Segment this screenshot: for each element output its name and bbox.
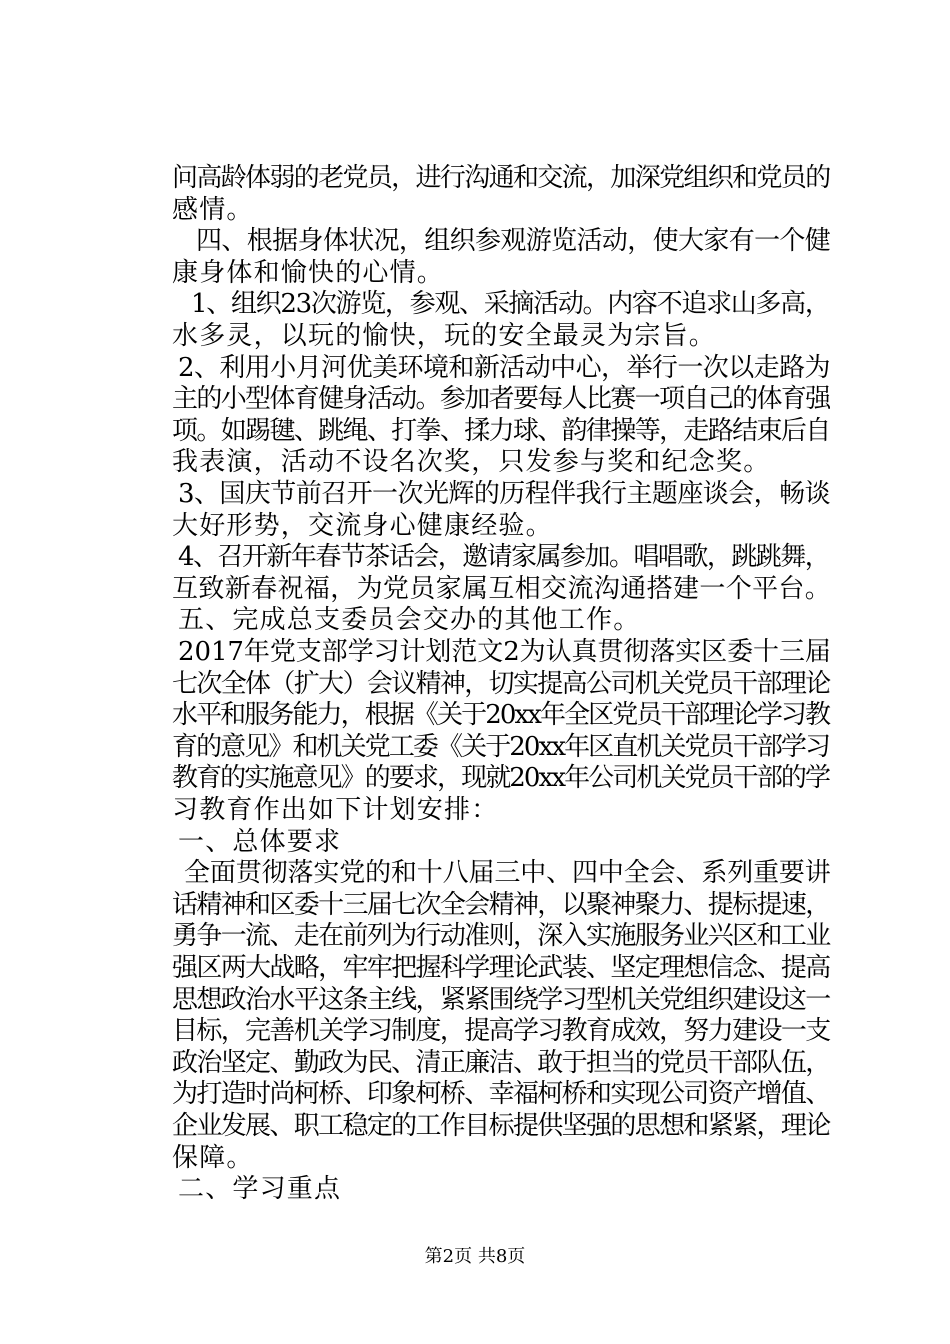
text-line: 水平和服务能力，根据《关于20xx年全区党员干部理论学习教 (172, 700, 830, 731)
text-line: 为打造时尚柯桥、印象柯桥、幸福柯桥和实现公司资产增值、 (172, 1079, 830, 1110)
text-line: 二、学习重点 (178, 1174, 342, 1205)
text-line: 育的意见》和机关党工委《关于20xx年区直机关党员干部学习 (172, 731, 830, 762)
text-line: 勇争一流、走在前列为行动准则，深入实施服务业兴区和工业 (172, 921, 830, 952)
text-line: 大好形势，交流身心健康经验。 (172, 510, 553, 541)
text-line: 一、总体要求 (178, 826, 342, 857)
text-line: 4、召开新年春节茶话会，邀请家属参加。唱唱歌，跳跳舞， (178, 542, 830, 573)
text-line: 1、组织23次游览，参观、采摘活动。内容不追求山多高， (191, 289, 830, 320)
text-line: 五、完成总支委员会交办的其他工作。 (178, 605, 641, 636)
text-line: 主的小型体育健身活动。参加者要每人比赛一项自己的体育强 (172, 384, 830, 415)
text-line: 项。如踢毽、跳绳、打拳、揉力球、韵律操等，走路结束后自 (172, 415, 830, 446)
text-line: 康身体和愉快的心情。 (172, 257, 445, 288)
text-line: 我表演，活动不设名次奖，只发参与奖和纪念奖。 (172, 447, 771, 478)
text-line: 3、国庆节前召开一次光辉的历程伴我行主题座谈会，畅谈 (178, 479, 830, 509)
text-line: 互致新春祝福，为党员家属互相交流沟通搭建一个平台。 (172, 573, 832, 604)
page-footer: 第2页 共8页 (424, 1246, 526, 1267)
text-line: 保障。 (172, 1142, 254, 1173)
text-line: 话精神和区委十三届七次全会精神，以聚神聚力、提标提速， (172, 889, 830, 920)
text-line: 习教育作出如下计划安排： (172, 795, 499, 825)
text-line: 政治坚定、勤政为民、清正廉洁、敢于担当的党员干部队伍， (172, 1047, 830, 1078)
text-line: 水多灵，以玩的愉快，玩的安全最灵为宗旨。 (172, 321, 717, 351)
text-line: 2017年党支部学习计划范文2为认真贯彻落实区委十三届 (178, 637, 831, 667)
text-line: 全面贯彻落实党的和十八届三中、四中全会、系列重要讲 (184, 858, 831, 889)
text-line: 企业发展、职工稳定的工作目标提供坚强的思想和紧紧，理论 (172, 1111, 830, 1141)
text-line: 七次全体（扩大）会议精神，切实提高公司机关党员干部理论 (172, 668, 830, 699)
text-line: 思想政治水平这条主线，紧紧围绕学习型机关党组织建设这一 (172, 984, 830, 1015)
text-line: 教育的实施意见》的要求，现就20xx年公司机关党员干部的学 (172, 763, 830, 794)
text-line: 感情。 (172, 194, 254, 225)
text-line: 问高龄体弱的老党员，进行沟通和交流，加深党组织和党员的 (172, 163, 830, 193)
text-line: 目标，完善机关学习制度，提高学习教育成效，努力建设一支 (172, 1016, 830, 1047)
text-line: 2、利用小月河优美环境和新活动中心，举行一次以走路为 (178, 352, 830, 383)
text-line: 四、根据身体状况，组织参观游览活动，使大家有一个健 (196, 226, 831, 257)
text-line: 强区两大战略，牢牢把握科学理论武装、坚定理想信念、提高 (172, 953, 830, 983)
